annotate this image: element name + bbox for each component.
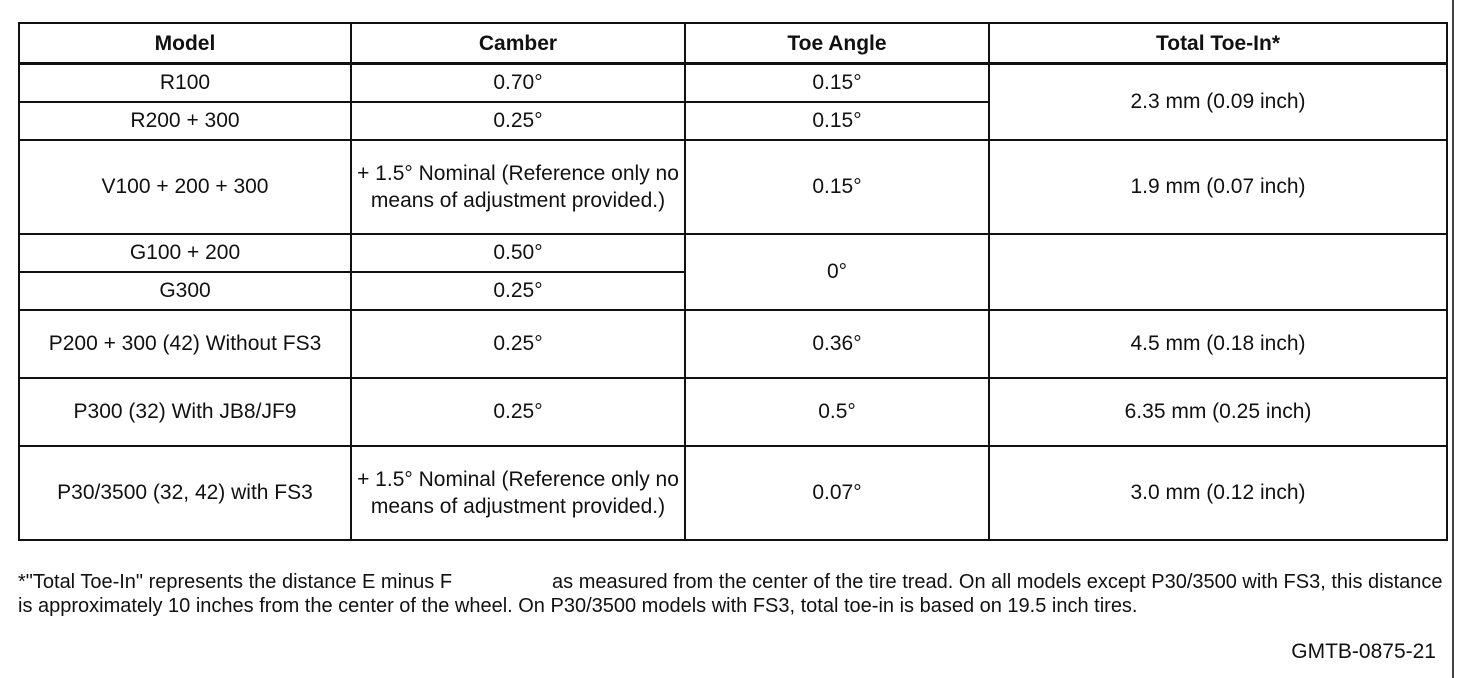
model-cell: R200 + 300 bbox=[19, 102, 351, 140]
camber-cell: 0.25° bbox=[351, 310, 685, 378]
table-footnote bbox=[18, 570, 1448, 618]
camber-cell: + 1.5° Nominal (Reference only no means of adjustment provided.) bbox=[351, 140, 685, 234]
header-camber: Camber bbox=[351, 23, 685, 64]
camber-cell: 0.25° bbox=[351, 272, 685, 310]
model-cell: P30/3500 (32, 42) with FS3 bbox=[19, 446, 351, 540]
camber-cell: + 1.5° Nominal (Reference only no means of adjustment provided.) bbox=[351, 446, 685, 540]
total-toe-in-cell: 1.9 mm (0.07 inch) bbox=[989, 140, 1447, 234]
model-cell: G300 bbox=[19, 272, 351, 310]
footnote-part-1: *"Total Toe-In" represents the distance E minus F bbox=[18, 571, 453, 593]
header-model: Model bbox=[19, 23, 351, 64]
table-row bbox=[19, 378, 1447, 446]
toe-angle-cell: 0° bbox=[685, 234, 989, 310]
header-total-toe-in: Total Toe-In* bbox=[989, 23, 1447, 64]
table-header-row bbox=[19, 23, 1447, 64]
table-row bbox=[19, 64, 1447, 102]
toe-angle-cell: 0.15° bbox=[685, 64, 989, 102]
table-row bbox=[19, 310, 1447, 378]
alignment-spec-table bbox=[18, 22, 1448, 541]
camber-cell: 0.25° bbox=[351, 102, 685, 140]
footnote-part-2: as measured from the center of the tire tread. On all models except P30/3500 with FS3, this distance is approximately 10 inches from the center of the wheel. On P30/3500 models with FS3, total toe-in is based on 19.5 inch tires. bbox=[18, 571, 1443, 617]
total-toe-in-cell: 3.0 mm (0.12 inch) bbox=[989, 446, 1447, 540]
total-toe-in-cell: 6.35 mm (0.25 inch) bbox=[989, 378, 1447, 446]
scan-edge-line bbox=[1452, 0, 1454, 678]
model-cell: P300 (32) With JB8/JF9 bbox=[19, 378, 351, 446]
header-toe-angle: Toe Angle bbox=[685, 23, 989, 64]
toe-angle-cell: 0.15° bbox=[685, 102, 989, 140]
figure-id: GMTB-0875-21 bbox=[1291, 640, 1436, 663]
total-toe-in-cell: 2.3 mm (0.09 inch) bbox=[989, 64, 1447, 140]
model-cell: G100 + 200 bbox=[19, 234, 351, 272]
model-cell: V100 + 200 + 300 bbox=[19, 140, 351, 234]
toe-angle-cell: 0.15° bbox=[685, 140, 989, 234]
camber-cell: 0.25° bbox=[351, 378, 685, 446]
toe-angle-cell: 0.36° bbox=[685, 310, 989, 378]
total-toe-in-cell: 4.5 mm (0.18 inch) bbox=[989, 310, 1447, 378]
table-row bbox=[19, 140, 1447, 234]
toe-angle-cell: 0.5° bbox=[685, 378, 989, 446]
total-toe-in-cell bbox=[989, 234, 1447, 310]
toe-angle-cell: 0.07° bbox=[685, 446, 989, 540]
model-cell: P200 + 300 (42) Without FS3 bbox=[19, 310, 351, 378]
model-cell: R100 bbox=[19, 64, 351, 102]
table-row bbox=[19, 234, 1447, 272]
camber-cell: 0.50° bbox=[351, 234, 685, 272]
table-row bbox=[19, 446, 1447, 540]
camber-cell: 0.70° bbox=[351, 64, 685, 102]
